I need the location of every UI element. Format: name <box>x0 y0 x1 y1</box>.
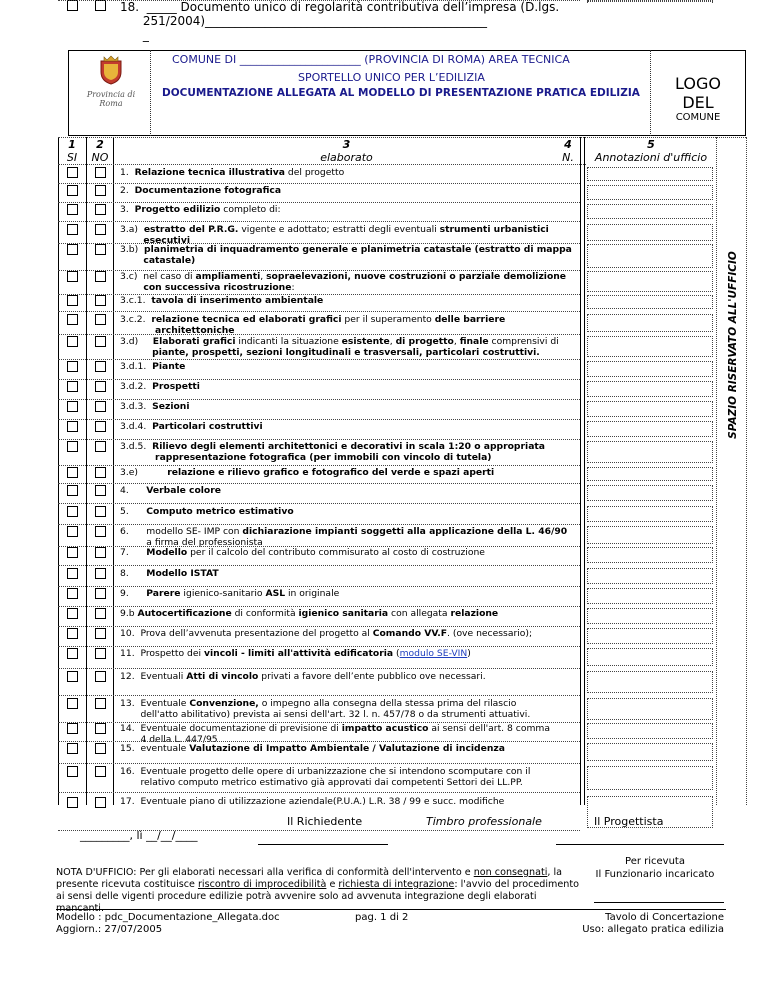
elaborato-item: 9.b Autocertificazione di conformità igienico sanitaria con allegata relazione <box>120 608 499 619</box>
annotazione-field[interactable] <box>587 698 713 720</box>
col-2-label: NO <box>91 151 109 164</box>
annotazione-field[interactable] <box>587 421 713 437</box>
checkbox-si[interactable] <box>67 314 78 325</box>
checkbox-si[interactable] <box>67 628 78 639</box>
table-right-border <box>746 137 747 805</box>
checkbox-no[interactable] <box>95 314 106 325</box>
checkbox-si[interactable] <box>67 361 78 372</box>
checkbox-si[interactable] <box>67 0 78 11</box>
elaborato-item: 17. Eventuale piano di utilizzazione aziendale(P.U.A.) L.R. 38 / 99 e succ. modifiche <box>120 796 505 807</box>
row-divider <box>58 524 580 525</box>
row-divider <box>58 399 580 400</box>
checkbox-si[interactable] <box>67 526 78 537</box>
annotazione-field[interactable] <box>587 568 713 584</box>
checkbox-no[interactable] <box>95 568 106 579</box>
col-5-label: Annotazioni d'ufficio <box>594 151 708 164</box>
annotazione-field[interactable] <box>587 671 713 693</box>
col-3-number: 3 <box>342 138 351 151</box>
annotazione-field[interactable] <box>587 526 713 544</box>
checkbox-si[interactable] <box>67 608 78 619</box>
checkbox-si[interactable] <box>67 224 78 235</box>
annotazione-field[interactable] <box>587 167 713 181</box>
richiedente-signature-line[interactable] <box>258 844 388 845</box>
elaborato-item: 2. Documentazione fotografica <box>120 185 282 196</box>
col-4-number: 4 <box>564 138 572 151</box>
per-ricevuta-label: Per ricevuta <box>625 856 685 867</box>
checkbox-no[interactable] <box>95 588 106 599</box>
checkbox-no[interactable] <box>95 797 106 808</box>
annotazione-field[interactable] <box>587 766 713 790</box>
elaborato-item: 3.a) estratto del P.R.G. vigente e adottato; estratti degli eventuali strumenti urbanistici esecutivi <box>120 224 549 246</box>
aggiornamento-date: Aggiorn.: 27/07/2005 <box>56 924 163 935</box>
checkbox-si[interactable] <box>67 797 78 808</box>
annotazione-field[interactable] <box>587 401 713 417</box>
progettista-label: Il Progettista <box>594 815 664 828</box>
elaborato-item: 11. Prospetto dei vincoli - limiti all'attività edificatoria (modulo SE-VIN) <box>120 648 471 659</box>
funzionario-label: Il Funzionario incaricato <box>595 869 715 880</box>
elaborato-item: 3.b) planimetria di inquadramento generale e planimetria catastale (estratto di mappa catastale) <box>120 244 572 266</box>
checkbox-si[interactable] <box>67 401 78 412</box>
row-divider <box>58 646 580 647</box>
row-divider <box>58 668 580 669</box>
side-label-text: SPAZIO RISERVATO ALL'UFFICIO <box>727 251 739 439</box>
checkbox-no[interactable] <box>95 381 106 392</box>
row-divider <box>58 483 580 484</box>
checkbox-si[interactable] <box>67 336 78 347</box>
col-5-number: 5 <box>647 138 655 151</box>
checkbox-si[interactable] <box>67 421 78 432</box>
row-divider <box>58 221 580 222</box>
table-col-divider <box>716 137 717 805</box>
checkbox-no[interactable] <box>95 723 106 734</box>
checkbox-si[interactable] <box>67 185 78 196</box>
checkbox-no[interactable] <box>95 204 106 215</box>
annotazione-field[interactable] <box>587 485 713 501</box>
annotazione-field[interactable] <box>587 547 713 563</box>
elaborato-item: 16. Eventuale progetto delle opere di urbanizzazione che si intendono scomputare con il relativo computo metrico estimativo già approvati dai competenti Settori dei LL.PP. <box>120 766 531 788</box>
elaborato-item: 7. Modello per il calcolo del contributo commisurato al costo di costruzione <box>120 547 485 558</box>
checkbox-si[interactable] <box>67 381 78 392</box>
elaborato-item: 1. Relazione tecnica illustrativa del progetto <box>120 167 345 178</box>
row-divider <box>58 565 580 566</box>
elaborato-item: 18. _____ Documento unico di regolarità contributiva dell’impresa (D.lgs. 251/2004)_______________________________________________ _ <box>120 0 560 42</box>
side-label-riservato <box>722 160 744 530</box>
checkbox-no[interactable] <box>95 295 106 306</box>
funzionario-signature-line[interactable] <box>594 902 724 903</box>
row-divider <box>58 503 580 504</box>
annotazione-field[interactable] <box>587 608 713 624</box>
provincia-caption: Provincia di Roma <box>86 90 136 108</box>
header-comune-line: COMUNE DI ______________________ (PROVINCIA DI ROMA) AREA TECNICA <box>172 53 570 66</box>
col-3-label: elaborato <box>320 151 373 164</box>
annotazione-field[interactable] <box>587 467 713 481</box>
checkbox-no[interactable] <box>95 526 106 537</box>
elaborato-item: 3.e) relazione e rilievo grafico e fotografico del verde e spazi aperti <box>120 467 495 478</box>
checkbox-si[interactable] <box>67 441 78 452</box>
uso-label: Uso: allegato pratica edilizia <box>582 924 724 935</box>
logo-text-1: LOGO <box>675 74 721 93</box>
header-title: DOCUMENTAZIONE ALLEGATA AL MODELLO DI PRESENTAZIONE PRATICA EDILIZIA <box>162 87 640 99</box>
coat-of-arms-icon <box>98 55 124 85</box>
checkbox-no[interactable] <box>95 671 106 682</box>
elaborato-item: 4. Verbale colore <box>120 485 222 496</box>
checkbox-si[interactable] <box>67 467 78 478</box>
row-divider <box>58 626 580 627</box>
checkbox-no[interactable] <box>95 401 106 412</box>
table-col-divider <box>580 137 581 805</box>
elaborato-item: 3.d.4. Particolari costruttivi <box>120 421 263 432</box>
annotazione-field[interactable] <box>587 295 713 309</box>
col-4-label: N. <box>562 151 574 164</box>
checkbox-no[interactable] <box>95 441 106 452</box>
logo-text-3: COMUNE <box>675 112 721 123</box>
checkbox-si[interactable] <box>67 167 78 178</box>
row-divider <box>58 439 580 440</box>
checkbox-no[interactable] <box>95 547 106 558</box>
checkbox-si[interactable] <box>67 547 78 558</box>
row-divider <box>58 419 580 420</box>
row-divider <box>58 741 580 742</box>
header-sportello-line: SPORTELLO UNICO PER L’EDILIZIA <box>298 71 485 84</box>
logo-text-2: DEL <box>682 93 714 112</box>
elaborato-item: 9. Parere igienico-sanitario ASL in originale <box>120 588 340 599</box>
annotazione-field[interactable] <box>587 204 713 219</box>
elaborato-item: 3.d.3. Sezioni <box>120 401 190 412</box>
row-divider <box>58 465 580 466</box>
checkbox-no[interactable] <box>95 766 106 777</box>
checkbox-si[interactable] <box>67 743 78 754</box>
row-divider <box>58 586 580 587</box>
page-number: pag. 1 di 2 <box>355 912 409 923</box>
annotazione-field[interactable] <box>587 0 713 2</box>
elaborato-item: 3.d.1. Piante <box>120 361 186 372</box>
checkbox-no[interactable] <box>95 743 106 754</box>
elaborato-item: 10. Prova dell’avvenuta presentazione del progetto al Comando VV.F. (ove necessario); <box>120 628 533 639</box>
annotazione-field[interactable] <box>587 381 713 397</box>
header-divider <box>650 50 651 136</box>
checkbox-no[interactable] <box>95 244 106 255</box>
checkbox-no[interactable] <box>95 421 106 432</box>
elaborato-item: 8. Modello ISTAT <box>120 568 219 579</box>
elaborato-item: 3.c) nel caso di ampliamenti, sopraelevazioni, nuove costruzioni o parziale demolizione con successiva ricostruzione: <box>120 271 567 293</box>
annotazione-field[interactable] <box>587 314 713 332</box>
table-col-divider <box>584 137 585 805</box>
row-divider <box>58 379 580 380</box>
checkbox-si[interactable] <box>67 648 78 659</box>
row-divider <box>58 359 580 360</box>
annotazione-field[interactable] <box>587 723 713 739</box>
checkbox-si[interactable] <box>67 698 78 709</box>
checkbox-no[interactable] <box>95 0 106 11</box>
checkbox-no[interactable] <box>95 224 106 235</box>
elaborato-item: 13. Eventuale Convenzione, o impegno alla consegna della stessa prima del rilascio dell'atto abilitativo) prevista ai sensi dell'art. 32 l. n. 457/78 o da strumenti attuativi. <box>120 698 531 720</box>
checkbox-no[interactable] <box>95 698 106 709</box>
annotazione-field[interactable] <box>587 628 713 644</box>
checkbox-si[interactable] <box>67 204 78 215</box>
annotazione-field[interactable] <box>587 441 713 463</box>
checkbox-no[interactable] <box>95 608 106 619</box>
progettista-signature-line[interactable] <box>556 844 724 845</box>
elaborato-item: 3.d) Elaborati grafici indicanti la situazione esistente, di progetto, finale comprensivi di piante, prospetti, sezioni longitudinali e trasversali, particolari costruttivi. <box>120 336 559 358</box>
row-divider <box>58 695 580 696</box>
checkbox-si[interactable] <box>67 485 78 496</box>
nota-ufficio: NOTA D'UFFICIO: Per gli elaborati necessari alla verifica di conformità dell'intervento e non consegnati, la presente ricevuta costituisce riscontro di improcedibilità e richiesta di integrazione: l'avvio del procedimento ai sensi delle vigenti procedure edilizie potrà avvenire solo ad avvenuta integrazione degli elaborati mancanti. <box>56 867 580 914</box>
checkbox-no[interactable] <box>95 271 106 282</box>
annotazione-field[interactable] <box>587 244 713 268</box>
annotazione-field[interactable] <box>587 336 713 357</box>
table-left-border <box>58 137 59 805</box>
tavolo-label: Tavolo di Concertazione <box>605 912 724 923</box>
checkbox-no[interactable] <box>95 167 106 178</box>
checkbox-no[interactable] <box>95 361 106 372</box>
header-divider <box>150 50 151 136</box>
checkbox-si[interactable] <box>67 671 78 682</box>
row-divider <box>58 183 580 184</box>
table-header-divider <box>58 164 586 165</box>
annotazione-field[interactable] <box>587 506 713 522</box>
checkbox-no[interactable] <box>95 185 106 196</box>
annotazione-field[interactable] <box>587 648 713 666</box>
checkbox-no[interactable] <box>95 336 106 347</box>
timbro-label: Timbro professionale <box>426 815 542 828</box>
elaborato-item: 3.d.5. Rilievo degli elementi architettonici e decorativi in scala 1:20 o appropriata rappresentazione fotografica (per immobili con vincolo di tutela) <box>120 441 545 463</box>
provincia-logo <box>74 55 148 133</box>
checkbox-si[interactable] <box>67 271 78 282</box>
elaborato-item: 3.c.2. relazione tecnica ed elaborati grafici per il superamento delle barriere architettoniche <box>120 314 506 336</box>
row-divider <box>58 334 580 335</box>
richiedente-label: Il Richiedente <box>287 815 363 828</box>
logo-comune-placeholder <box>652 74 744 123</box>
col-1-label: SI <box>66 151 78 164</box>
annotazione-field[interactable] <box>587 361 713 377</box>
table-col-divider <box>113 137 114 805</box>
modello-filename: Modello : pdc_Documentazione_Allegata.doc <box>56 912 280 923</box>
annotazione-field[interactable] <box>587 588 713 604</box>
row-divider <box>58 0 580 1</box>
checkbox-si[interactable] <box>67 506 78 517</box>
col-1-number: 1 <box>68 138 76 151</box>
checkbox-si[interactable] <box>67 244 78 255</box>
checkbox-si[interactable] <box>67 295 78 306</box>
footer-divider <box>56 909 726 910</box>
elaborato-item: 15. eventuale Valutazione di Impatto Ambientale / Valutazione di incidenza <box>120 743 505 754</box>
checkbox-si[interactable] <box>67 588 78 599</box>
checkbox-no[interactable] <box>95 628 106 639</box>
annotazione-field[interactable] <box>587 743 713 761</box>
elaborato-item: 6. modello SE- IMP con dichiarazione impianti soggetti alla applicazione della L. 46/90 a firma del professionista <box>120 526 568 548</box>
annotazione-field[interactable] <box>587 185 713 200</box>
row-divider <box>58 311 580 312</box>
elaborato-item: 3.c.1. tavola di inserimento ambientale <box>120 295 324 306</box>
checkbox-si[interactable] <box>67 568 78 579</box>
elaborato-item: 3. Progetto edilizio completo di: <box>120 204 281 215</box>
checkbox-si[interactable] <box>67 766 78 777</box>
checkbox-no[interactable] <box>95 648 106 659</box>
checkbox-no[interactable] <box>95 467 106 478</box>
checkbox-no[interactable] <box>95 485 106 496</box>
table-col-divider <box>86 137 87 805</box>
elaborato-item: 5. Computo metrico estimativo <box>120 506 294 517</box>
col-2-number: 2 <box>96 138 104 151</box>
row-divider <box>58 606 580 607</box>
row-divider <box>58 763 580 764</box>
elaborato-item: 3.d.2. Prospetti <box>120 381 200 392</box>
luogo-data-field[interactable]: _________, lì __/__/____ <box>80 829 198 842</box>
row-divider <box>58 792 580 793</box>
checkbox-no[interactable] <box>95 506 106 517</box>
annotazione-field[interactable] <box>587 271 713 292</box>
checkbox-si[interactable] <box>67 723 78 734</box>
annotazione-field[interactable] <box>587 224 713 241</box>
elaborato-item: 12. Eventuali Atti di vincolo privati a favore dell’ente pubblico ove necessari. <box>120 671 486 682</box>
elaborato-item: 14. Eventuale documentazione di previsione di impatto acustico ai sensi dell'art. 8 comma 4 della L. 447/95 <box>120 723 550 745</box>
row-divider <box>58 202 580 203</box>
